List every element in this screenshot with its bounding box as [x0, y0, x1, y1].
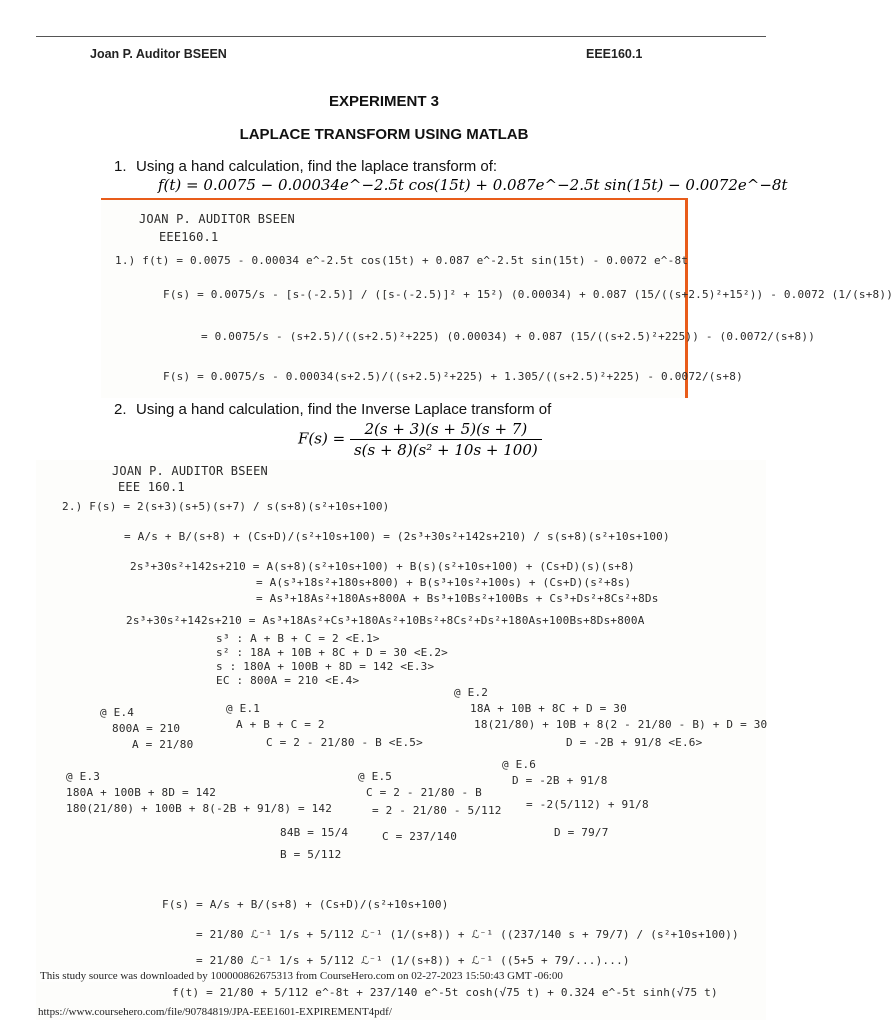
formula-numerator: 2(s + 3)(s + 5)(s + 7)	[350, 420, 542, 440]
hw2-line: C = 237/140	[382, 830, 458, 843]
hw2-line: 180(21/80) + 100B + 8(-2B + 91/8) = 142	[66, 802, 333, 815]
hw2-line: 18(21/80) + 10B + 8(2 - 21/80 - B) + D = 30	[474, 718, 768, 731]
hw2-line: C = 2 - 21/80 - B <E.5>	[266, 736, 423, 749]
download-notice: This study source was downloaded by 100000862675313 from CourseHero.com on 02-27-2023 15:50:43 GMT -06:00	[40, 970, 563, 982]
hw2-line: f(t) = 21/80 + 5/112 e^-8t + 237/140 e^-5t cosh(√75 t) + 0.324 e^-5t sinh(√75 t)	[172, 986, 718, 999]
header-rule	[36, 36, 766, 37]
hw2-line: 800A = 210	[112, 722, 181, 735]
hw2-line: @ E.1	[226, 702, 261, 715]
hw2-line: @ E.5	[358, 770, 393, 783]
hw2-line: = As³+18As²+180As+800A + Bs³+10Bs²+100Bs + Cs³+Ds²+8Cs²+8Ds	[256, 592, 659, 605]
hw2-line: = 21/80 ℒ⁻¹ 1/s + 5/112 ℒ⁻¹ (1/(s+8)) + ℒ⁻¹ ((237/140 s + 79/7) / (s²+10s+100))	[196, 928, 739, 941]
hw2-line: = -2(5/112) + 91/8	[526, 798, 649, 811]
hw2-line: EC : 800A = 210 <E.4>	[216, 674, 360, 687]
question-1-formula: f(t) = 0.0075 − 0.00034e^−2.5t cos(15t) + 0.087e^−2.5t sin(15t) − 0.0072e^−8t	[158, 176, 788, 194]
question-1	[114, 158, 497, 175]
hw2-line: s : 180A + 100B + 8D = 142 <E.3>	[216, 660, 435, 673]
hw1-line: 1.) f(t) = 0.0075 - 0.00034 e^-2.5t cos(15t) + 0.087 e^-2.5t sin(15t) - 0.0072 e^-8t	[115, 254, 689, 267]
hw2-line: B = 5/112	[280, 848, 342, 861]
hw2-line: 18A + 10B + 8C + D = 30	[470, 702, 627, 715]
formula-lhs: F(s) =	[298, 429, 346, 448]
course-code: EEE160.1	[586, 47, 643, 61]
hw2-line: = A/s + B/(s+8) + (Cs+D)/(s²+10s+100) = (2s³+30s²+142s+210) / s(s+8)(s²+10s+100)	[124, 530, 670, 543]
hw1-line: EEE160.1	[159, 230, 219, 244]
formula-fraction	[350, 420, 542, 459]
formula-denominator: s(s + 8)(s² + 10s + 100)	[353, 441, 538, 459]
question-2	[114, 401, 551, 418]
hw1-line: = 0.0075/s - (s+2.5)/((s+2.5)²+225) (0.00034) + 0.087 (15/((s+2.5)²+225)) - (0.0072/(s+8))	[201, 330, 816, 343]
hw2-line: = A(s³+18s²+180s+800) + B(s³+10s²+100s) + (Cs+D)(s²+8s)	[256, 576, 632, 589]
hw2-line: A + B + C = 2	[236, 718, 325, 731]
hw2-line: F(s) = A/s + B/(s+8) + (Cs+D)/(s²+10s+100)	[162, 898, 449, 911]
question-1-text: Using a hand calculation, find the laplace transform of:	[136, 158, 498, 175]
question-2-number: 2.	[114, 401, 127, 418]
source-url[interactable]: https://www.coursehero.com/file/90784819/JPA-EEE1601-EXPIREMENT4pdf/	[38, 1006, 392, 1018]
experiment-subtitle: LAPLACE TRANSFORM USING MATLAB	[239, 126, 529, 143]
hw2-line: @ E.4	[100, 706, 135, 719]
hw2-line: D = 79/7	[554, 826, 609, 839]
handwritten-solution-2	[36, 460, 766, 1020]
hw2-line: D = -2B + 91/8	[512, 774, 608, 787]
handwritten-solution-1	[101, 198, 893, 398]
author-name: Joan P. Auditor BSEEN	[90, 47, 227, 61]
hw2-line: 84B = 15/4	[280, 826, 349, 839]
experiment-title: EXPERIMENT 3	[328, 93, 440, 110]
hw2-line: = 2 - 21/80 - 5/112	[372, 804, 502, 817]
hw2-line: 2s³+30s²+142s+210 = A(s+8)(s²+10s+100) + B(s)(s²+10s+100) + (Cs+D)(s)(s+8)	[130, 560, 635, 573]
hw1-line: F(s) = 0.0075/s - 0.00034(s+2.5)/((s+2.5)²+225) + 1.305/((s+2.5)²+225) - 0.0072/(s+8)	[163, 370, 743, 383]
hw2-line: @ E.2	[454, 686, 489, 699]
hw1-line: JOAN P. AUDITOR BSEEN	[139, 212, 295, 226]
hw2-line: A = 21/80	[132, 738, 194, 751]
question-2-text: Using a hand calculation, find the Inverse Laplace transform of	[136, 401, 552, 418]
question-2-formula	[298, 420, 542, 459]
hw2-line: D = -2B + 91/8 <E.6>	[566, 736, 703, 749]
hw2-line: s² : 18A + 10B + 8C + D = 30 <E.2>	[216, 646, 448, 659]
hw2-line: EEE 160.1	[118, 480, 185, 494]
hw2-line: = 21/80 ℒ⁻¹ 1/s + 5/112 ℒ⁻¹ (1/(s+8)) + ℒ⁻¹ ((5+5 + 79/...)...)	[196, 954, 630, 967]
hw2-line: 2.) F(s) = 2(s+3)(s+5)(s+7) / s(s+8)(s²+10s+100)	[62, 500, 390, 513]
hw2-line: JOAN P. AUDITOR BSEEN	[112, 464, 268, 478]
question-1-number: 1.	[114, 158, 127, 175]
hw2-line: @ E.6	[502, 758, 537, 771]
hw2-line: C = 2 - 21/80 - B	[366, 786, 482, 799]
hw2-line: @ E.3	[66, 770, 101, 783]
hw2-line: 180A + 100B + 8D = 142	[66, 786, 217, 799]
hw2-line: s³ : A + B + C = 2 <E.1>	[216, 632, 380, 645]
hw1-line: F(s) = 0.0075/s - [s-(-2.5)] / ([s-(-2.5)]² + 15²) (0.00034) + 0.087 (15/((s+2.5)²+15²)) - 0.0072 (1/(s+8))	[163, 288, 893, 301]
hw2-line: 2s³+30s²+142s+210 = As³+18As²+Cs³+180As²+10Bs²+8Cs²+Ds²+180As+100Bs+8Ds+800A	[126, 614, 645, 627]
